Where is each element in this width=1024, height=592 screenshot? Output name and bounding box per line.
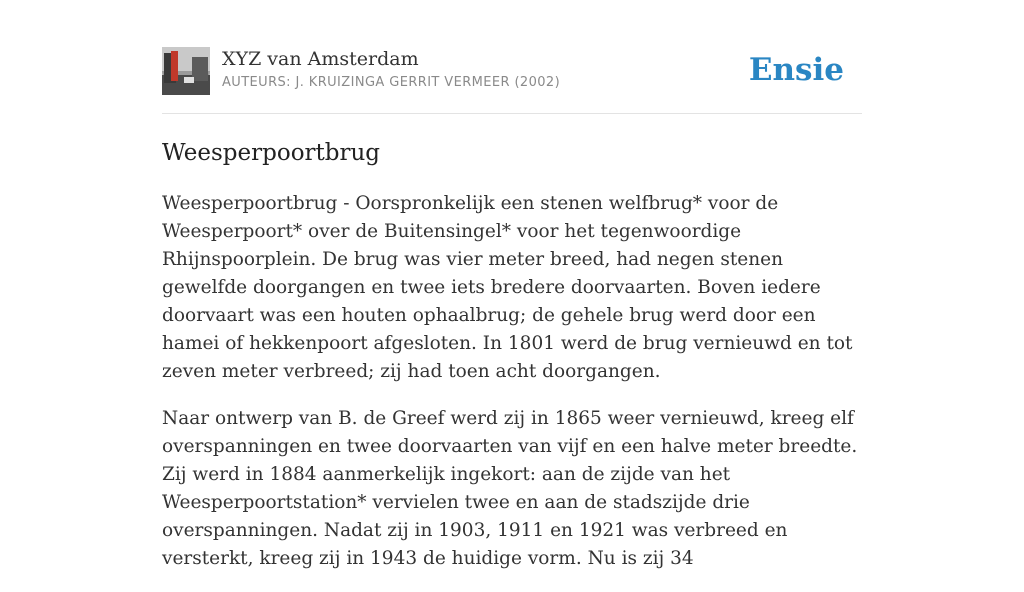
- header-divider: [162, 113, 862, 114]
- article-paragraph-1: Weesperpoortbrug - Oorspronkelijk een stenen welfbrug* voor de Weesperpoort* over de Buitensingel* voor het tegenwoordige Rhijnspoorplein. De brug was vier meter breed, had negen stenen gewelfde doorgangen en twee iets bredere doorvaarten. Boven iedere doorvaart was een houten ophaalbrug; de gehele brug werd door een hamei of hekkenpoort afgesloten. In 1801 werd de brug vernieuwd en tot zeven meter verbreed; zij had toen acht doorgangen.: [162, 193, 853, 382]
- article-header: [162, 47, 862, 97]
- article-paragraph-2: Naar ontwerp van B. de Greef werd zij in 1865 weer vernieuwd, kreeg elf overspanningen en twee doorvaarten van vijf en een halve meter breedte. Zij werd in 1884 aanmerkelijk ingekort: aan de zijde van het Weesperpoortstation* vervielen twee en aan de stadszijde drie overspanningen. Nadat zij in 1903, 1911 en 1921 was verbreed en versterkt, kreeg zij in 1943 de huidige vorm. Nu is zij 34: [162, 408, 858, 569]
- article-body: [162, 190, 862, 592]
- avatar-sign: [171, 51, 178, 81]
- brand-logo[interactable]: Ensie: [748, 52, 844, 88]
- author-avatar[interactable]: [162, 47, 210, 95]
- author-meta: AUTEURS: J. KRUIZINGA GERRIT VERMEER (2002): [222, 75, 561, 90]
- author-name[interactable]: XYZ van Amsterdam: [222, 48, 419, 70]
- article-title: Weesperpoortbrug: [162, 140, 381, 166]
- article-page: [162, 0, 862, 569]
- avatar-light: [184, 77, 194, 83]
- avatar-building-right: [192, 57, 208, 81]
